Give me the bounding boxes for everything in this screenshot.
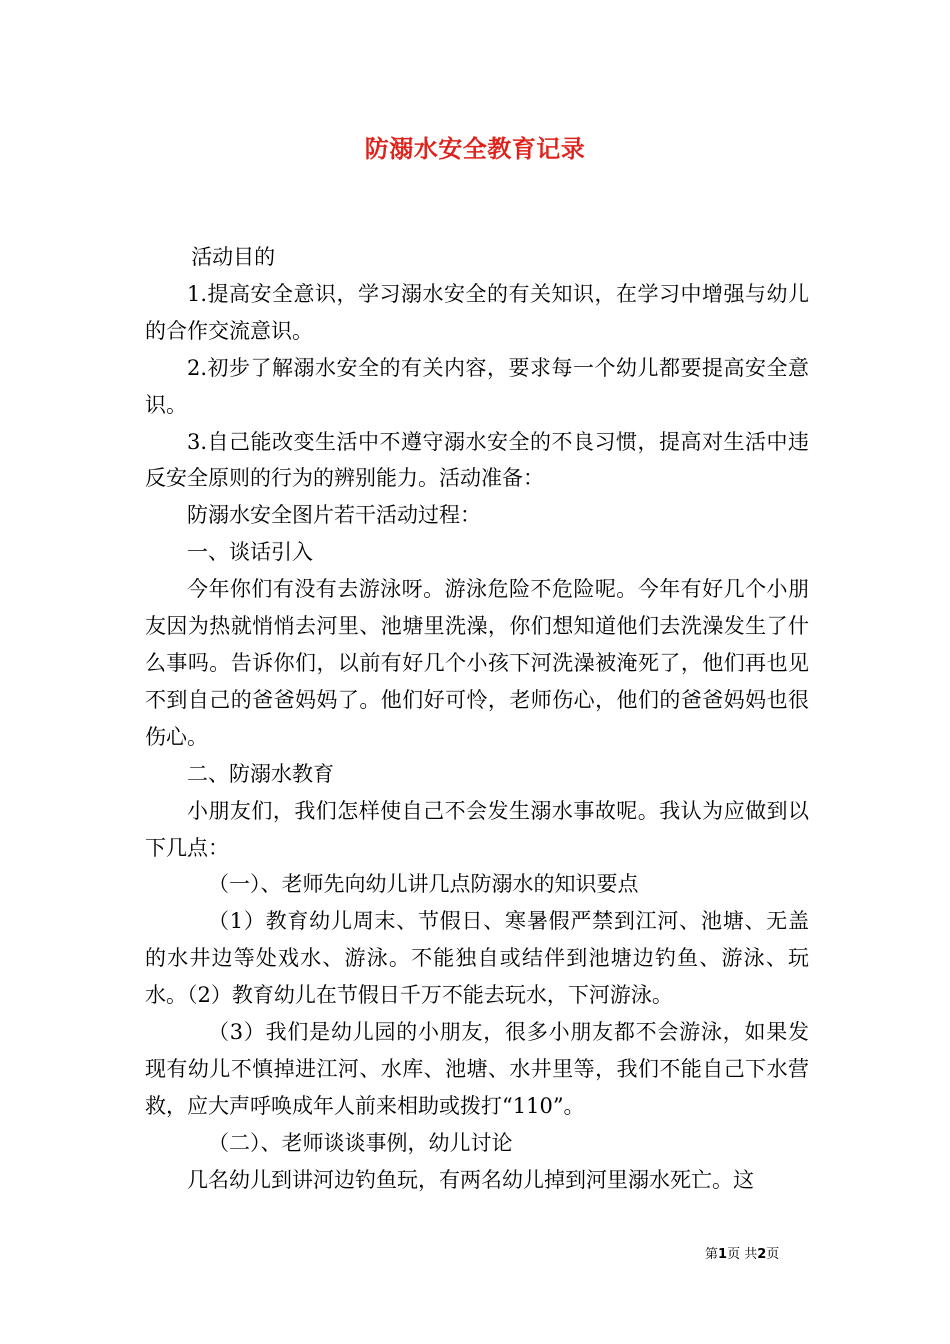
footer-prefix: 第 — [705, 1247, 719, 1262]
paragraph-goal-2: 2.初步了解溺水安全的有关内容，要求每一个幼儿都要提高安全意识。 — [145, 355, 809, 417]
paragraph-goal-3: 3.自己能改变生活中不遵守溺水安全的不良习惯，提高对生活中违反安全原则的行为的辨别能力。活动准备： — [145, 429, 809, 491]
page-number-footer — [705, 1246, 779, 1264]
paragraph-rule-3: （3）我们是幼儿园的小朋友，很多小朋友都不会游泳，如果发现有幼儿不慎掉进江河、水库、池塘、水井里等，我们不能自己下水营救，应大声呼唤成年人前来相助或拨打“110”。 — [145, 1020, 809, 1118]
footer-suffix: 页 — [766, 1247, 780, 1262]
footer-middle: 页 共 — [727, 1247, 758, 1262]
heading-subsection-1: （一）、老师先向幼儿讲几点防溺水的知识要点 — [208, 872, 639, 897]
document-title: 防溺水安全教育记录 — [364, 134, 586, 163]
paragraph-intro-talk: 今年你们有没有去游泳呀。游泳危险不危险呢。今年有好几个小朋友因为热就悄悄去河里、池塘里洗澡，你们想知道他们去洗澡发生了什么事吗。告诉你们，以前有好几个小孩下河洗澡被淹死了，他们再也见不到自己的爸爸妈妈了。他们好可怜，老师伤心，他们的爸爸妈妈也很伤心。 — [145, 577, 809, 749]
document-body — [145, 239, 809, 1199]
paragraph-goal-1: 1.提高安全意识，学习溺水安全的有关知识，在学习中增强与幼儿的合作交流意识。 — [145, 281, 809, 343]
footer-total-pages: 2 — [757, 1247, 767, 1262]
heading-section-1: 一、谈话引入 — [187, 540, 313, 565]
heading-subsection-2: （二）、老师谈谈事例，幼儿讨论 — [208, 1130, 513, 1155]
heading-section-2: 二、防溺水教育 — [187, 761, 334, 786]
paragraph-rule-1-2: （1）教育幼儿周末、节假日、寒暑假严禁到江河、池塘、无盖的水井边等处戏水、游泳。不能独自或结伴到池塘边钓鱼、游泳、玩水。（2）教育幼儿在节假日千万不能去玩水，下河游泳。 — [145, 909, 809, 1008]
paragraph-prevention-intro: 小朋友们，我们怎样使自己不会发生溺水事故呢。我认为应做到以下几点： — [145, 798, 809, 860]
paragraph-case-story: 几名幼儿到讲河边钓鱼玩，有两名幼儿掉到河里溺水死亡。这 — [187, 1167, 754, 1192]
footer-current-page: 1 — [718, 1247, 728, 1262]
paragraph-activity-goal: 活动目的 — [191, 245, 276, 269]
paragraph-preparation: 防溺水安全图片若干活动过程： — [187, 503, 481, 528]
